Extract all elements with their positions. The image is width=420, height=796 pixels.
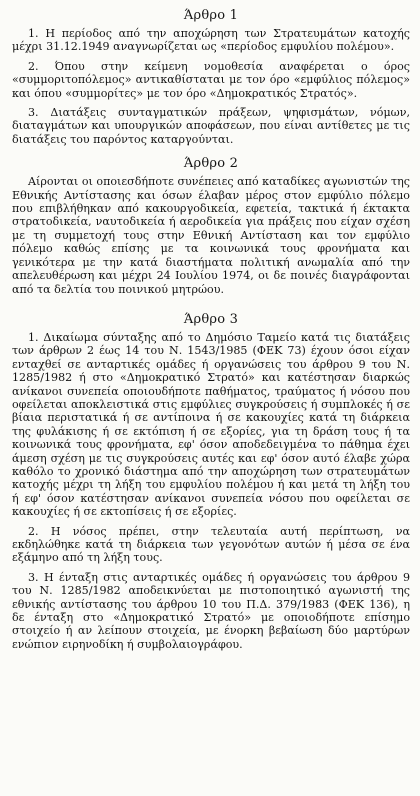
article-3 xyxy=(12,312,410,651)
article-1-paragraph-1: 1. Η περίοδος από την αποχώρηση των Στρατευμάτων κατοχής μέχρι 31.12.1949 αναγνωρίζεται ως «περίοδος εμφυλίου πολέμου». xyxy=(12,27,410,54)
article-3-paragraph-3: 3. Η ένταξη στις ανταρτικές ομάδες ή οργανώσεις του άρθρου 9 του Ν. 1285/1982 αποδεικνύεται με πιστοποιητικό αγωνιστή της εθνικής αντίστασης του άρθρου 10 του Π.Δ. 379/1983 (ΦΕΚ 136), η δε ένταξη στο «Δημοκρατικό Στρατό» με οποιοδήποτε επίσημο στοιχείο ή αν λείπουν στοιχεία, με ένορκη βεβαίωση δύο μαρτύρων ενώπιον ειρηνοδίκη ή συμβολαιογράφου. xyxy=(12,570,410,651)
article-3-paragraph-2: 2. Η νόσος πρέπει, στην τελευταία αυτή περίπτωση, να εκδηλώθηκε κατά τη διάρκεια των γεγονότων αυτών ή μέσα σε ένα εξάμηνο από τη λήξη τους. xyxy=(12,524,410,565)
article-2 xyxy=(12,156,410,296)
article-3-paragraph-1: 1. Δικαίωμα σύνταξης από το Δημόσιο Ταμείο κατά τις διατάξεις των άρθρων 2 έως 14 του Ν. 1543/1985 (ΦΕΚ 73) έχουν όσοι είχαν ενταχθεί σε ανταρτικές ομάδες ή οργανώσεις του άρθρου 9 του Ν. 1285/1982 ή στο «Δημοκρατικό Στρατό» και κατέστησαν διαρκώς ανίκανοι συνεπεία οποιουδήποτε παθήματος, τραύματος ή νόσου που οφείλεται αποκλειστικά στις εμφύλιες συγκρούσεις ή συμπλοκές ή σε βίαια περιστατικά ή σε αντίποινα ή σε κακουχίες κατά τη διάρκεια της φυλάκισης ή σε εκτόπιση ή σε εξορίες, για τη δράση τους ή τα κοινωνικά τους φρονήματα, εφ' όσον αποδεδειγμένα το πάθημα έχει άμεση σχέση με τις συγκρούσεις αυτές και εφ' όσον αυτό έλαβε χώρα καθόλο το χρονικό διάστημα από την αποχώρηση των στρατευμάτων κατοχής μέχρι τη λήξη του εμφυλίου πολέμου ή και μετά τη λήξη του ή εφ' όσον κατέστησαν ανίκανοι συνεπεία νόσου που οφείλεται σε κακουχίες ή σε εκτοπίσεις ή σε εξορίες. xyxy=(12,330,410,519)
article-1-paragraph-2: 2. Όπου στην κείμενη νομοθεσία αναφέρεται ο όρος «συμμοριτοπόλεμος» αντικαθίσταται με τον όρο «εμφύλιος πόλεμος» και όπου «συμμορίτες» με τον όρο «Δημοκρατικός Στρατός». xyxy=(12,59,410,100)
article-2-heading: Άρθρο 2 xyxy=(183,156,239,172)
article-2-paragraph-1: Αίρονται οι οποιεσδήποτε συνέπειες από καταδίκες αγωνιστών της Εθνικής Αντίστασης και όσων έλαβαν μέρος στον εμφύλιο πόλεμο που επιβλήθηκαν από κακουργοδικεία, εφετεία, τακτικά ή έκτακτα στρατοδικεία, ναυτοδικεία ή αεροδικεία για πράξεις που είχαν σχέση με τη συμμετοχή τους στην Εθνική Αντίσταση και τον εμφύλιο πόλεμο καθώς επίσης με τα κοινωνικά τους φρονήματα και γενικότερα με την κατά διαστήματα πολιτική ανωμαλία από την απελευθέρωση και μέχρι 24 Ιουλίου 1974, οι δε ποινές διαγράφονται από τα δελτία του ποινικού μητρώου. xyxy=(12,175,410,296)
article-1 xyxy=(12,8,410,146)
article-1-paragraph-3: 3. Διατάξεις συνταγματικών πράξεων, ψηφισμάτων, νόμων, διαταγμάτων και υπουργικών αποφάσεων, που είναι αντίθετες με τις διατάξεις του παρόντος καταργούνται. xyxy=(12,106,410,146)
article-3-heading: Άρθρο 3 xyxy=(183,311,239,327)
article-1-heading: Άρθρο 1 xyxy=(183,8,239,23)
